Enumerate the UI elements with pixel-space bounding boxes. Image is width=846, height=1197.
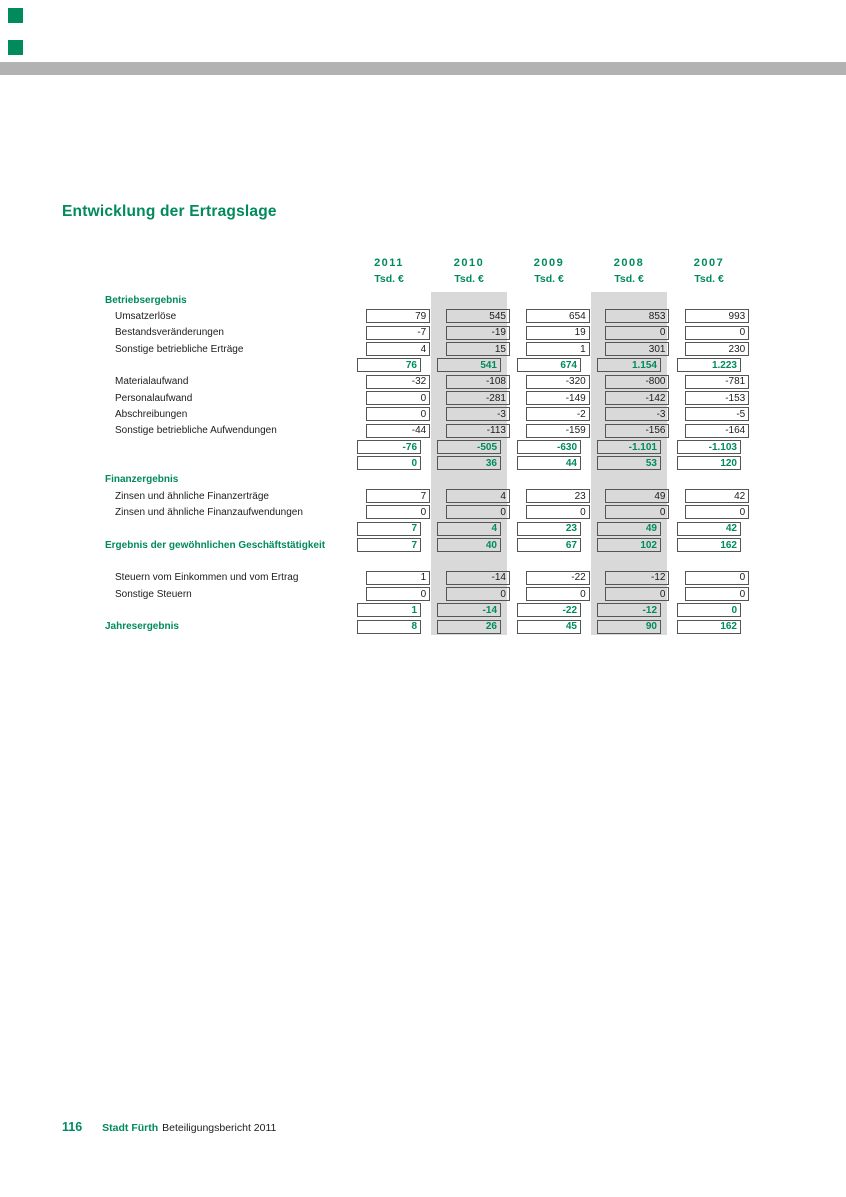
row-label: Sonstige betriebliche Erträge <box>115 343 244 355</box>
column-year-label: 2011 <box>374 257 404 269</box>
value-cell: -14 <box>437 603 501 617</box>
column-year-label: 2008 <box>613 257 645 269</box>
value-column <box>526 391 606 405</box>
table-row-spacer <box>105 553 765 569</box>
value-column <box>437 522 517 536</box>
value-column <box>677 440 757 454</box>
row-label: Betriebsergebnis <box>105 294 187 306</box>
value-cell: 0 <box>677 603 741 617</box>
table-row-data <box>105 390 765 406</box>
value-column <box>526 326 606 340</box>
value-column <box>605 326 685 340</box>
value-cell: -800 <box>605 375 669 389</box>
value-cell: 7 <box>357 522 421 536</box>
table-row-data <box>105 570 765 586</box>
value-cell: 40 <box>437 538 501 552</box>
value-column <box>526 505 606 519</box>
column-unit-label: Tsd. € <box>374 273 404 285</box>
table-row-data <box>105 325 765 341</box>
value-column <box>605 587 685 601</box>
value-cell: -281 <box>446 391 510 405</box>
value-cell: -19 <box>446 326 510 340</box>
row-label: Finanzergebnis <box>105 474 179 486</box>
value-column <box>685 326 765 340</box>
value-cell: 0 <box>366 505 430 519</box>
value-column <box>677 358 757 372</box>
value-column <box>605 505 685 519</box>
value-column <box>366 391 446 405</box>
table-row-data <box>105 374 765 390</box>
value-column <box>677 538 757 552</box>
page-title: Entwicklung der Ertragslage <box>62 203 277 220</box>
value-cell: -14 <box>446 571 510 585</box>
column-year-label: 2007 <box>693 257 725 269</box>
value-cell: -108 <box>446 375 510 389</box>
value-column <box>685 424 765 438</box>
value-column <box>446 424 526 438</box>
financial-table <box>105 255 765 635</box>
value-column <box>357 522 437 536</box>
value-cell: 1.223 <box>677 358 741 372</box>
value-column <box>366 489 446 503</box>
value-cell: 654 <box>526 309 590 323</box>
value-cell: 545 <box>446 309 510 323</box>
table-row-data <box>105 406 765 422</box>
row-label: Bestandsveränderungen <box>115 327 224 339</box>
value-cell: 120 <box>677 456 741 470</box>
value-cell: -156 <box>605 424 669 438</box>
value-cell: -320 <box>526 375 590 389</box>
value-cell: 0 <box>446 587 510 601</box>
value-column <box>366 326 446 340</box>
value-column <box>446 342 526 356</box>
value-column <box>685 391 765 405</box>
value-cell: 0 <box>685 571 749 585</box>
value-column <box>357 440 437 454</box>
value-column <box>357 620 437 634</box>
value-cell: 45 <box>517 620 581 634</box>
value-column <box>526 309 606 323</box>
value-cell: -76 <box>357 440 421 454</box>
value-cell: 0 <box>685 326 749 340</box>
value-column <box>597 358 677 372</box>
value-cell: -3 <box>446 407 510 421</box>
value-cell: 42 <box>677 522 741 536</box>
row-label: Materialaufwand <box>115 376 189 388</box>
row-label: Zinsen und ähnliche Finanzaufwendungen <box>115 506 303 518</box>
table-row-subtotal <box>105 521 765 537</box>
value-column <box>517 456 597 470</box>
value-cell: 36 <box>437 456 501 470</box>
value-column <box>357 538 437 552</box>
value-column <box>366 342 446 356</box>
column-unit-label: Tsd. € <box>454 273 484 285</box>
value-cell: 0 <box>446 505 510 519</box>
value-column <box>685 571 765 585</box>
table-row-subtotal <box>105 439 765 455</box>
value-cell: -164 <box>685 424 749 438</box>
value-cell: 15 <box>446 342 510 356</box>
table-row-total <box>105 537 765 553</box>
value-cell: -159 <box>526 424 590 438</box>
value-column <box>685 489 765 503</box>
row-label: Abschreibungen <box>115 408 188 420</box>
value-column <box>437 603 517 617</box>
table-row-data <box>105 423 765 439</box>
value-cell: 26 <box>437 620 501 634</box>
value-cell: -142 <box>605 391 669 405</box>
value-cell: 1 <box>366 571 430 585</box>
page-footer <box>62 1120 276 1134</box>
table-row-data <box>105 308 765 324</box>
value-cell: -781 <box>685 375 749 389</box>
table-row-data <box>105 586 765 602</box>
value-column <box>605 391 685 405</box>
value-column <box>685 342 765 356</box>
value-column <box>446 391 526 405</box>
value-column <box>437 620 517 634</box>
value-column <box>437 456 517 470</box>
value-column <box>677 603 757 617</box>
value-cell: 0 <box>685 505 749 519</box>
value-column <box>526 587 606 601</box>
value-column <box>685 309 765 323</box>
value-cell: -44 <box>366 424 430 438</box>
row-label: Umsatzerlöse <box>115 310 177 322</box>
value-column <box>366 407 446 421</box>
table-row-subtotal <box>105 602 765 618</box>
value-cell: -149 <box>526 391 590 405</box>
value-cell: 230 <box>685 342 749 356</box>
column-unit-label: Tsd. € <box>614 273 644 285</box>
value-cell: 23 <box>526 489 590 503</box>
column-unit-label: Tsd. € <box>534 273 564 285</box>
value-column <box>366 424 446 438</box>
value-cell: -7 <box>366 326 430 340</box>
value-cell: 7 <box>366 489 430 503</box>
value-column <box>366 587 446 601</box>
value-column <box>677 456 757 470</box>
value-column <box>517 603 597 617</box>
value-cell: 4 <box>437 522 501 536</box>
value-cell: 4 <box>366 342 430 356</box>
table-row-subtotal <box>105 455 765 471</box>
value-cell: -113 <box>446 424 510 438</box>
value-cell: -3 <box>605 407 669 421</box>
value-cell: 49 <box>597 522 661 536</box>
value-column <box>526 342 606 356</box>
value-cell: 301 <box>605 342 669 356</box>
corner-accent-square-bottom <box>8 40 23 55</box>
footer-report-title: Beteiligungsbericht 2011 <box>162 1122 277 1134</box>
value-column <box>366 505 446 519</box>
value-column <box>437 440 517 454</box>
value-cell: 79 <box>366 309 430 323</box>
row-label: Sonstige betriebliche Aufwendungen <box>115 425 277 437</box>
value-cell: 49 <box>605 489 669 503</box>
table-row-data <box>105 341 765 357</box>
value-cell: 8 <box>357 620 421 634</box>
value-cell: -12 <box>597 603 661 617</box>
value-column <box>526 489 606 503</box>
value-column <box>685 587 765 601</box>
value-cell: 53 <box>597 456 661 470</box>
value-cell: -22 <box>517 603 581 617</box>
column-year-label: 2009 <box>533 257 565 269</box>
value-column <box>605 407 685 421</box>
value-cell: 44 <box>517 456 581 470</box>
value-column <box>597 522 677 536</box>
value-column <box>605 571 685 585</box>
value-column <box>357 456 437 470</box>
column-unit-label: Tsd. € <box>694 273 724 285</box>
value-column <box>605 375 685 389</box>
value-column <box>446 407 526 421</box>
table-row-section <box>105 472 765 488</box>
value-cell: 42 <box>685 489 749 503</box>
row-label: Zinsen und ähnliche Finanzerträge <box>115 490 269 502</box>
value-column <box>605 424 685 438</box>
value-cell: 0 <box>605 505 669 519</box>
value-cell: -32 <box>366 375 430 389</box>
value-cell: -1.103 <box>677 440 741 454</box>
value-column <box>677 620 757 634</box>
value-cell: -630 <box>517 440 581 454</box>
value-column <box>597 603 677 617</box>
value-cell: 0 <box>605 587 669 601</box>
value-column <box>605 309 685 323</box>
value-column <box>597 620 677 634</box>
value-cell: 90 <box>597 620 661 634</box>
value-cell: 162 <box>677 620 741 634</box>
value-cell: 1 <box>526 342 590 356</box>
value-column <box>446 326 526 340</box>
value-cell: 853 <box>605 309 669 323</box>
value-cell: 0 <box>605 326 669 340</box>
value-cell: 0 <box>366 391 430 405</box>
value-cell: -5 <box>685 407 749 421</box>
table-row-subtotal <box>105 357 765 373</box>
value-cell: -1.101 <box>597 440 661 454</box>
footer-brand: Stadt Fürth <box>102 1122 159 1134</box>
value-cell: 0 <box>357 456 421 470</box>
value-column <box>446 571 526 585</box>
value-column <box>446 587 526 601</box>
value-column <box>685 375 765 389</box>
value-column <box>437 358 517 372</box>
value-cell: 7 <box>357 538 421 552</box>
value-column <box>517 620 597 634</box>
value-column <box>685 505 765 519</box>
value-cell: 4 <box>446 489 510 503</box>
value-column <box>357 603 437 617</box>
value-column <box>526 375 606 389</box>
value-cell: -2 <box>526 407 590 421</box>
row-label: Steuern vom Einkommen und vom Ertrag <box>115 572 299 584</box>
value-cell: 1.154 <box>597 358 661 372</box>
value-cell: 0 <box>366 407 430 421</box>
corner-accent-square-top <box>8 8 23 23</box>
page-number: 116 <box>62 1120 83 1134</box>
value-cell: 23 <box>517 522 581 536</box>
row-label: Sonstige Steuern <box>115 588 192 600</box>
header-gray-bar <box>0 62 846 75</box>
table-row-data <box>105 504 765 520</box>
value-column <box>517 440 597 454</box>
value-cell: 674 <box>517 358 581 372</box>
table-row-section <box>105 292 765 308</box>
table <box>105 255 765 645</box>
value-column <box>597 456 677 470</box>
value-column <box>446 505 526 519</box>
row-label: Jahresergebnis <box>105 621 179 633</box>
value-column <box>446 375 526 389</box>
table-row-total <box>105 619 765 635</box>
value-cell: 993 <box>685 309 749 323</box>
value-column <box>517 358 597 372</box>
value-column <box>437 538 517 552</box>
value-column <box>517 538 597 552</box>
table-row-data <box>105 488 765 504</box>
value-cell: 1 <box>357 603 421 617</box>
table-header-units <box>105 271 765 287</box>
value-cell: 76 <box>357 358 421 372</box>
value-cell: -12 <box>605 571 669 585</box>
value-column <box>366 375 446 389</box>
value-column <box>597 538 677 552</box>
value-cell: 0 <box>526 587 590 601</box>
value-column <box>605 342 685 356</box>
value-column <box>605 489 685 503</box>
value-cell: 102 <box>597 538 661 552</box>
value-column <box>526 424 606 438</box>
table-header-years <box>105 255 765 271</box>
value-column <box>685 407 765 421</box>
value-cell: 0 <box>366 587 430 601</box>
value-cell: -22 <box>526 571 590 585</box>
value-cell: -153 <box>685 391 749 405</box>
value-column <box>366 309 446 323</box>
value-column <box>366 571 446 585</box>
value-cell: 162 <box>677 538 741 552</box>
value-cell: 67 <box>517 538 581 552</box>
row-label: Personalaufwand <box>115 392 193 404</box>
value-column <box>526 571 606 585</box>
value-column <box>526 407 606 421</box>
value-column <box>597 440 677 454</box>
row-label: Ergebnis der gewöhnlichen Geschäftstätigkeit <box>105 539 326 551</box>
value-cell: 541 <box>437 358 501 372</box>
value-column <box>677 522 757 536</box>
value-column <box>446 309 526 323</box>
value-cell: 0 <box>685 587 749 601</box>
value-cell: 19 <box>526 326 590 340</box>
value-cell: 0 <box>526 505 590 519</box>
value-column <box>446 489 526 503</box>
value-column <box>517 522 597 536</box>
value-cell: -505 <box>437 440 501 454</box>
value-column <box>357 358 437 372</box>
column-year-label: 2010 <box>453 257 485 269</box>
